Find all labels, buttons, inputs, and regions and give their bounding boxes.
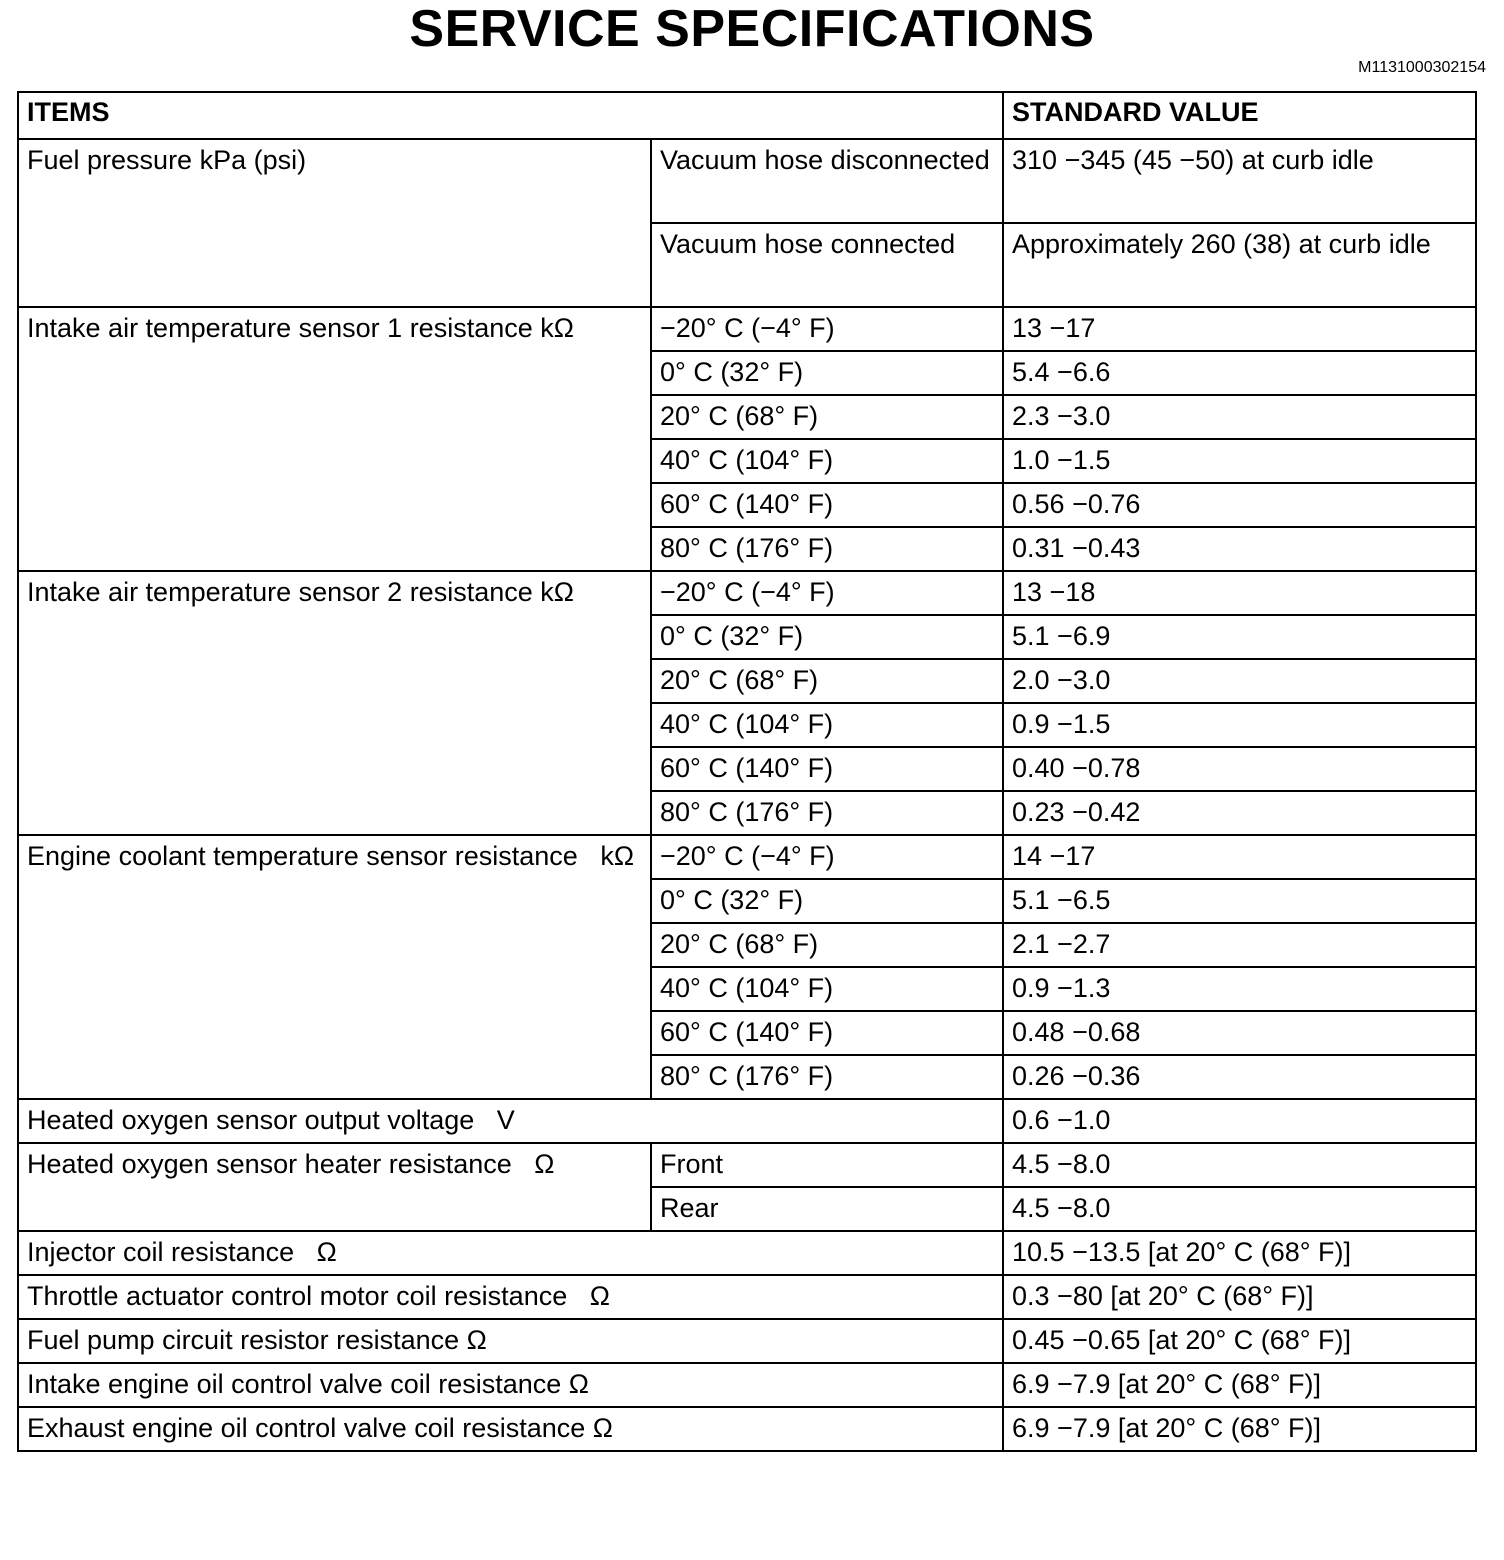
- condition-cell: 0° C (32° F): [651, 351, 1003, 395]
- value-cell: 4.5 −8.0: [1003, 1143, 1476, 1187]
- condition-cell: 20° C (68° F): [651, 659, 1003, 703]
- item-fuel-pump-resistor: Fuel pump circuit resistor resistance Ω: [18, 1319, 1003, 1363]
- condition-cell: 80° C (176° F): [651, 527, 1003, 571]
- item-fuel-pressure: Fuel pressure kPa (psi): [18, 139, 651, 307]
- condition-cell: 0° C (32° F): [651, 615, 1003, 659]
- standard-value-header: STANDARD VALUE: [1003, 92, 1476, 139]
- table-row: [18, 139, 1476, 223]
- condition-cell: Rear: [651, 1187, 1003, 1231]
- item-ho2s-heater-resistance: Heated oxygen sensor heater resistance Ω: [18, 1143, 651, 1231]
- value-cell: 2.1 −2.7: [1003, 923, 1476, 967]
- value-cell: 5.1 −6.5: [1003, 879, 1476, 923]
- condition-cell: Vacuum hose connected: [651, 223, 1003, 307]
- condition-cell: 20° C (68° F): [651, 395, 1003, 439]
- table-row: [18, 835, 1476, 879]
- value-cell: 0.23 −0.42: [1003, 791, 1476, 835]
- value-cell: 6.9 −7.9 [at 20° C (68° F)]: [1003, 1363, 1476, 1407]
- items-header: ITEMS: [18, 92, 1003, 139]
- condition-cell: 60° C (140° F): [651, 1011, 1003, 1055]
- specifications-table: [17, 91, 1477, 1452]
- item-throttle-motor-coil: Throttle actuator control motor coil resistance Ω: [18, 1275, 1003, 1319]
- condition-cell: 40° C (104° F): [651, 703, 1003, 747]
- document-id: M1131000302154: [1358, 59, 1486, 76]
- value-cell: 6.9 −7.9 [at 20° C (68° F)]: [1003, 1407, 1476, 1451]
- condition-cell: 80° C (176° F): [651, 1055, 1003, 1099]
- table-header-row: [18, 92, 1476, 139]
- value-cell: 310 −345 (45 −50) at curb idle: [1003, 139, 1476, 223]
- item-iat-sensor-1: Intake air temperature sensor 1 resistance kΩ: [18, 307, 651, 571]
- condition-cell: Vacuum hose disconnected: [651, 139, 1003, 223]
- item-injector-coil: Injector coil resistance Ω: [18, 1231, 1003, 1275]
- page-title: SERVICE SPECIFICATIONS: [409, 0, 1095, 58]
- table-row: [18, 1143, 1476, 1187]
- item-intake-ocv-coil: Intake engine oil control valve coil resistance Ω: [18, 1363, 1003, 1407]
- value-cell: 0.26 −0.36: [1003, 1055, 1476, 1099]
- table-row: [18, 307, 1476, 351]
- condition-cell: −20° C (−4° F): [651, 307, 1003, 351]
- value-cell: 5.1 −6.9: [1003, 615, 1476, 659]
- condition-cell: 80° C (176° F): [651, 791, 1003, 835]
- item-iat-sensor-2: Intake air temperature sensor 2 resistance kΩ: [18, 571, 651, 835]
- value-cell: 5.4 −6.6: [1003, 351, 1476, 395]
- value-cell: 13 −18: [1003, 571, 1476, 615]
- item-exhaust-ocv-coil: Exhaust engine oil control valve coil resistance Ω: [18, 1407, 1003, 1451]
- item-ect-sensor: Engine coolant temperature sensor resistance kΩ: [18, 835, 651, 1099]
- condition-cell: 0° C (32° F): [651, 879, 1003, 923]
- table-row: [18, 1319, 1476, 1363]
- value-cell: 1.0 −1.5: [1003, 439, 1476, 483]
- value-cell: 0.9 −1.3: [1003, 967, 1476, 1011]
- table-row: [18, 1363, 1476, 1407]
- value-cell: 4.5 −8.0: [1003, 1187, 1476, 1231]
- table-row: [18, 1407, 1476, 1451]
- value-cell: Approximately 260 (38) at curb idle: [1003, 223, 1476, 307]
- value-cell: 0.6 −1.0: [1003, 1099, 1476, 1143]
- condition-cell: 40° C (104° F): [651, 967, 1003, 1011]
- value-cell: 0.40 −0.78: [1003, 747, 1476, 791]
- value-cell: 0.31 −0.43: [1003, 527, 1476, 571]
- value-cell: 10.5 −13.5 [at 20° C (68° F)]: [1003, 1231, 1476, 1275]
- value-cell: 0.3 −80 [at 20° C (68° F)]: [1003, 1275, 1476, 1319]
- condition-cell: 40° C (104° F): [651, 439, 1003, 483]
- condition-cell: −20° C (−4° F): [651, 571, 1003, 615]
- table-row: [18, 1275, 1476, 1319]
- table-row: [18, 1099, 1476, 1143]
- condition-cell: 20° C (68° F): [651, 923, 1003, 967]
- value-cell: 0.48 −0.68: [1003, 1011, 1476, 1055]
- value-cell: 0.9 −1.5: [1003, 703, 1476, 747]
- value-cell: 0.45 −0.65 [at 20° C (68° F)]: [1003, 1319, 1476, 1363]
- value-cell: 2.0 −3.0: [1003, 659, 1476, 703]
- value-cell: 13 −17: [1003, 307, 1476, 351]
- value-cell: 0.56 −0.76: [1003, 483, 1476, 527]
- value-cell: 2.3 −3.0: [1003, 395, 1476, 439]
- item-ho2s-output-voltage: Heated oxygen sensor output voltage V: [18, 1099, 1003, 1143]
- condition-cell: Front: [651, 1143, 1003, 1187]
- condition-cell: 60° C (140° F): [651, 483, 1003, 527]
- value-cell: 14 −17: [1003, 835, 1476, 879]
- table-row: [18, 571, 1476, 615]
- condition-cell: −20° C (−4° F): [651, 835, 1003, 879]
- condition-cell: 60° C (140° F): [651, 747, 1003, 791]
- table-row: [18, 1231, 1476, 1275]
